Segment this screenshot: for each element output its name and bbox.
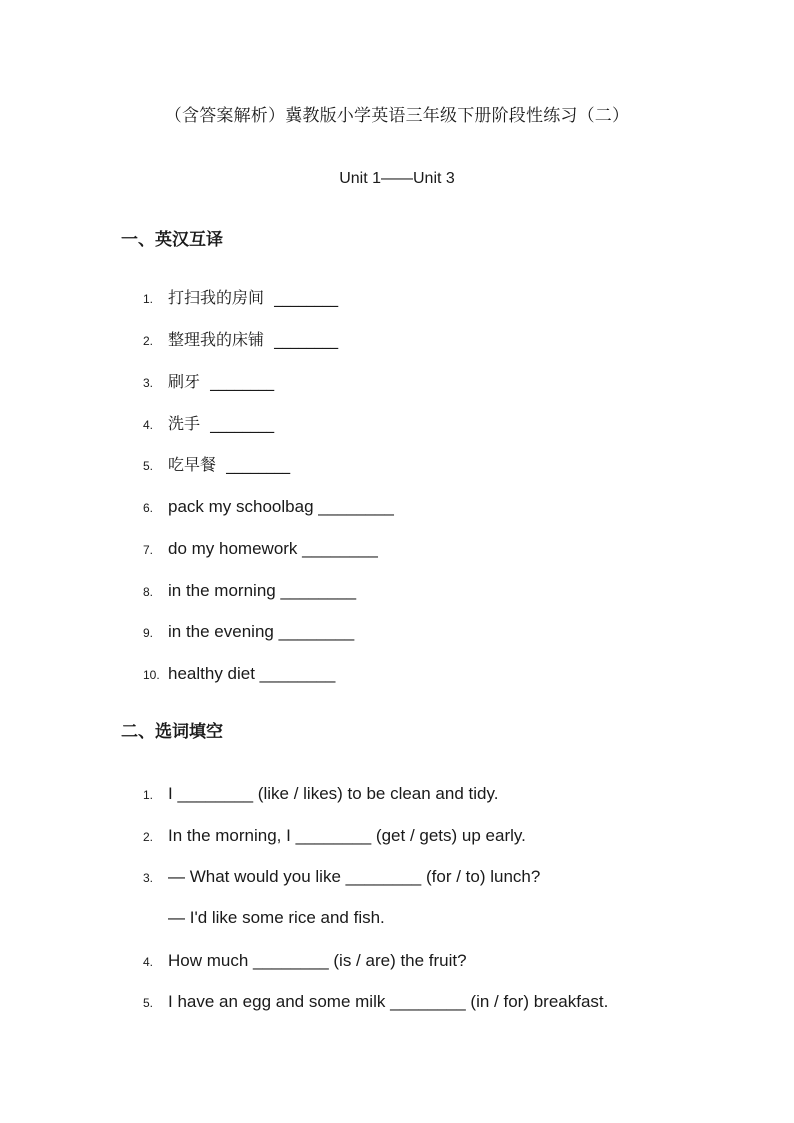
list-item — [0, 990, 794, 1014]
item-text: In the morning, I ________ (get / gets) up early. — [168, 826, 526, 845]
list-item — [0, 412, 794, 436]
section-heading-fill-in: 二、选词填空 — [121, 722, 223, 742]
item-number: 1. — [143, 788, 154, 802]
item-text: I ________ (like / likes) to be clean and tidy. — [168, 784, 499, 803]
list-item — [0, 906, 794, 930]
document-title: （含答案解析）冀教版小学英语三年级下册阶段性练习（二） — [164, 106, 630, 126]
item-text: in the morning ________ — [168, 581, 357, 600]
item-text: 打扫我的房间 ________ — [168, 288, 339, 307]
item-text: 吃早餐 ________ — [168, 455, 291, 474]
document-subtitle: Unit 1——Unit 3 — [339, 170, 455, 187]
list-item — [0, 662, 794, 686]
section-heading-translation: 一、英汉互译 — [121, 230, 223, 250]
item-text: healthy diet ________ — [168, 664, 336, 683]
item-number: 4. — [143, 418, 154, 432]
list-item — [0, 620, 794, 644]
item-number: 6. — [143, 501, 154, 515]
item-text: — What would you like ________ (for / to) lunch? — [168, 867, 541, 886]
item-text: — I'd like some rice and fish. — [168, 908, 385, 927]
item-number: 8. — [143, 585, 154, 599]
item-number: 3. — [143, 871, 154, 885]
item-text: 洗手 ________ — [168, 414, 275, 433]
list-item — [0, 537, 794, 561]
item-number: 9. — [143, 626, 154, 640]
item-text: 刷牙 ________ — [168, 372, 275, 391]
list-item — [0, 949, 794, 973]
item-number: 4. — [143, 955, 154, 969]
list-item — [0, 495, 794, 519]
item-number: 7. — [143, 543, 154, 557]
list-item — [0, 579, 794, 603]
list-item — [0, 865, 794, 889]
item-number: 10. — [143, 668, 160, 682]
item-number: 1. — [143, 292, 154, 306]
item-text: How much ________ (is / are) the fruit? — [168, 951, 467, 970]
item-text: in the evening ________ — [168, 622, 355, 641]
list-item — [0, 782, 794, 806]
item-number: 5. — [143, 459, 154, 473]
list-item — [0, 286, 794, 310]
list-item — [0, 370, 794, 394]
item-text: I have an egg and some milk ________ (in / for) breakfast. — [168, 992, 609, 1011]
list-item — [0, 824, 794, 848]
item-text: do my homework ________ — [168, 539, 378, 558]
item-number: 5. — [143, 996, 154, 1010]
item-number: 2. — [143, 334, 154, 348]
list-item — [0, 328, 794, 352]
item-number: 3. — [143, 376, 154, 390]
item-number: 2. — [143, 830, 154, 844]
list-item — [0, 453, 794, 477]
item-text: 整理我的床铺 ________ — [168, 330, 339, 349]
item-text: pack my schoolbag ________ — [168, 497, 394, 516]
